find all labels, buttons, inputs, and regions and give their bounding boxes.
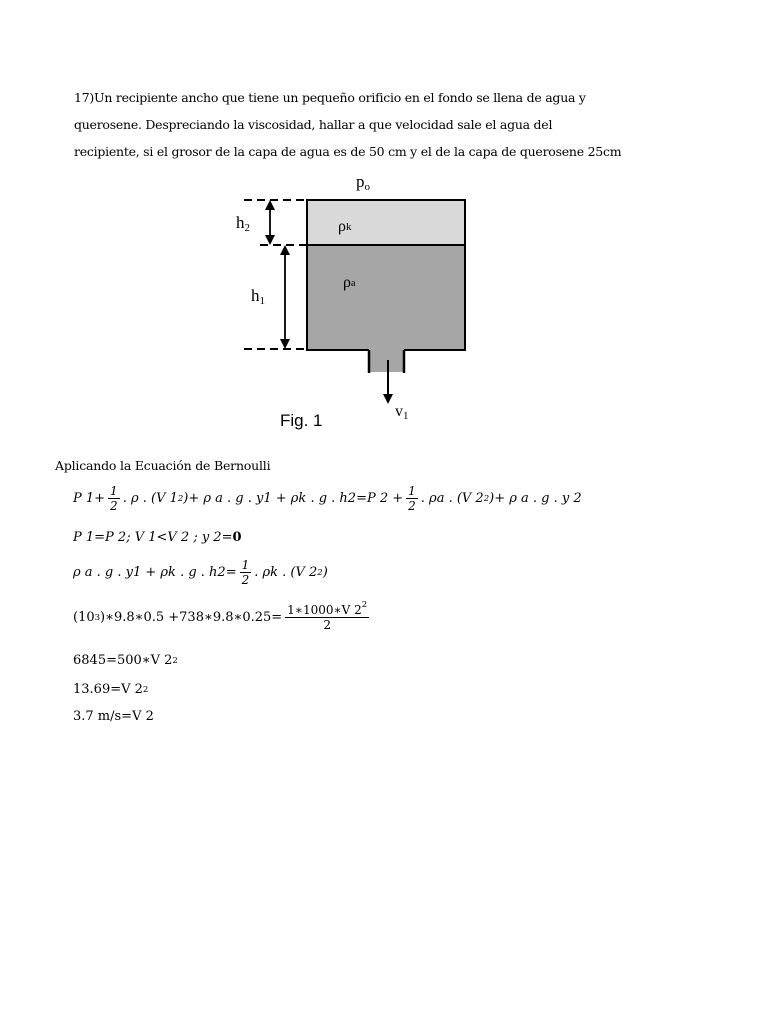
equation-step-6: 13.69=V 2 2 — [73, 682, 149, 697]
fraction-half: $\frac{1}{2}$ — [408, 484, 416, 513]
equation-substituted: (10 3 )∗9.8∗0.5 +738∗9.8∗0.25= $\frac{1∗1000∗V 2^2}{2}$ — [73, 600, 368, 632]
label-h2: h2 — [236, 213, 250, 234]
water-layer — [307, 245, 465, 350]
label-v1: v1 — [395, 403, 409, 422]
problem-line-1: 17)Un recipiente ancho que tiene un pequeño orificio en el fondo se llena de agua y — [74, 90, 586, 105]
equation-bernoulli: P 1+ $\frac{1}{2}$ . ρ . (V 1 2 )+ ρ a . g . y1 + ρk . g . h2=P 2 + $\frac{1}{2}$ . ρa . (V 2 2 )+ ρ a . g . y 2 — [73, 484, 582, 513]
label-rho-k: ρk — [338, 218, 352, 235]
outlet-orifice — [369, 349, 404, 372]
figure-caption: Fig. 1 — [280, 411, 323, 430]
label-rho-a: ρa — [343, 274, 356, 291]
kerosene-layer — [307, 200, 465, 245]
problem-line-3: recipiente, si el grosor de la capa de agua es de 50 cm y el de la capa de querosene 25cm — [74, 144, 622, 159]
h1-arrow-icon — [280, 245, 290, 349]
label-p0: po — [356, 172, 370, 193]
problem-line-2: querosene. Despreciando la viscosidad, hallar a que velocidad sale el agua del — [74, 117, 553, 132]
problem-statement — [74, 84, 634, 165]
section-title: Aplicando la Ecuación de Bernoulli — [55, 458, 271, 473]
equation-result: 3.7 m/s=V 2 — [73, 709, 154, 724]
h2-arrow-icon — [265, 200, 275, 245]
fraction-substituted: $\frac{1∗1000∗V 2^2}{2}$ — [287, 600, 368, 632]
label-h1: h1 — [251, 286, 265, 307]
equation-step-5: 6845=500∗V 2 2 — [73, 653, 178, 668]
equation-conditions: P 1=P 2; V 1<V 2 ; y 2= 0 — [73, 530, 242, 545]
equation-simplified: ρ a . g . y1 + ρk . g . h2= $\frac{1}{2}$ . ρk . (V 2 2 ) — [73, 558, 328, 587]
tank-diagram — [230, 168, 490, 438]
fraction-half: $\frac{1}{2}$ — [110, 484, 118, 513]
fraction-half: $\frac{1}{2}$ — [241, 558, 250, 587]
